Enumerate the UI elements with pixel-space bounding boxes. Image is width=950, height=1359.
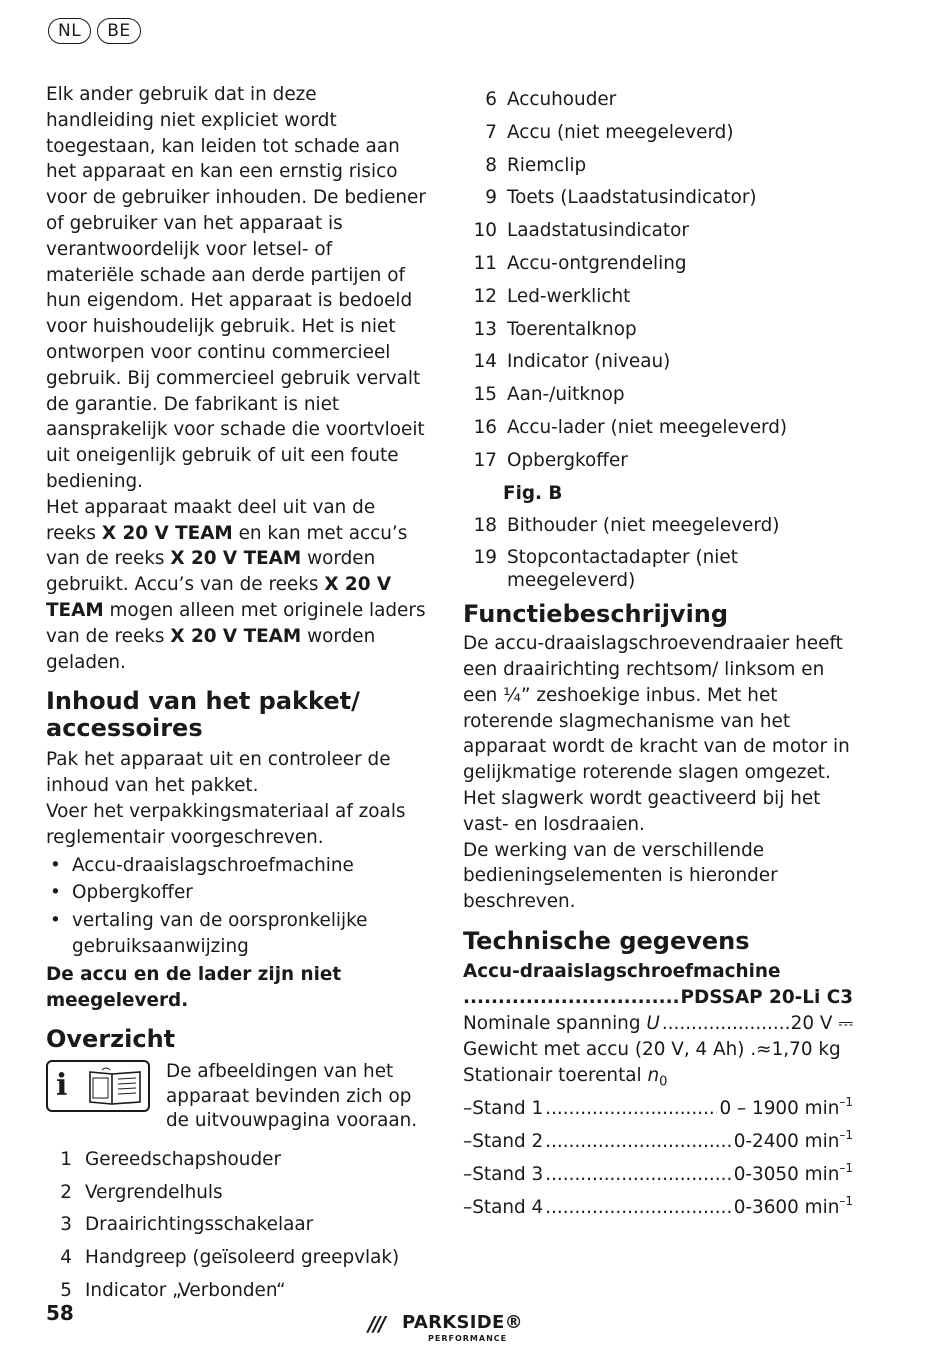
language-badge-be: BE [97, 18, 140, 44]
intro-paragraph: Elk ander gebruik dat in deze handleiding niet expliciet wordt toegestaan, kan leiden tot schade aan het apparaat en kan een ernstig risico voor de gebruiker inhouden. De bediener of gebruiker van het apparaat is verantwoordelijk voor letsel- of materiële schade aan derde partijen of hun eigendom. Het apparaat is bedoeld voor huishoudelijk gebruik. Het is niet ontworpen voor continu commercieel gebruik. Bij commercieel gebruik vervalt de garantie. De fabrikant is niet aansprakelijk voor schade die voortvloeit uit oneigenlijk gebruik of uit een foute bediening. [46, 84, 426, 492]
package-heading: Inhoud van het pakket/ accessoires [46, 687, 360, 743]
function-paragraph-2: De werking van de verschillende bedieningselementen is hieronder beschreven. [463, 839, 778, 913]
page-number: 58 [46, 1301, 74, 1325]
not-included-note: De accu en de lader zijn niet meegeleverd. [46, 963, 342, 1011]
product-name: Accu-draaislagschroefmachine [463, 960, 781, 982]
series-paragraph: Het apparaat maakt deel uit van de reeks X 20 V TEAM en kan met accu’s van de reeks X 20 V TEAM worden gebruikt. Accu’s van de reeks X 20 V TEAM mogen alleen met originele laders van de reeks X 20 V TEAM worden geladen. [46, 496, 426, 673]
model-row [463, 985, 853, 1011]
list-item: 10 Laadstatusindicator [473, 220, 689, 242]
list-item: • vertaling van de oorspronkelijke gebruiksaanwijzing [46, 908, 426, 960]
list-item: 17 Opbergkoffer [473, 449, 628, 471]
package-paragraph-2: Voer het verpakkingsmateriaal af zoals reglementair voorgeschreven. [46, 800, 406, 848]
info-manual-icon: i [46, 1060, 150, 1112]
stand-1-row: –Stand 1 ..... 0 – 1900 $\min^{-1}$ [463, 1096, 853, 1122]
list-item: 15 Aan-/uitknop [473, 384, 625, 406]
parts-list-fig-b [463, 514, 853, 593]
list-item: 14 Indicator (niveau) [473, 351, 671, 373]
left-column [46, 82, 426, 1312]
voltage-row: Nominale spanning U ..... 20 V ⎓ [463, 1011, 853, 1037]
info-text: De afbeeldingen van het apparaat bevinden zich op de uitvouwpagina vooraan. [166, 1061, 418, 1132]
list-item: 13 Toerentalknop [473, 318, 637, 340]
parkside-logo [368, 1312, 528, 1346]
list-item: 9 Toets (Laadstatusindicator) [485, 187, 757, 209]
overview-parts-list [46, 1148, 426, 1303]
logo-bars-icon: /// [368, 1312, 384, 1336]
list-item: 18 Bithouder (niet meegeleverd) [473, 514, 780, 536]
tech-specs [463, 959, 853, 1221]
function-paragraph-1: De accu-draaislagschroevendraaier heeft een draairichting rechtsom/ linksom en een ¼” zeshoekige inbus. Met het roterende slagmechanisme van het apparaat wordt de kracht van de motor in gelijkmatige roterende slagen omgezet. Het slagwerk wordt geactiveerd bij het vast- en losdraaien. [463, 633, 850, 835]
list-item: 4 Handgreep (geïsoleerd greepvlak) [60, 1247, 400, 1269]
parts-list [463, 88, 853, 473]
logo-name: PARKSIDE® [402, 1312, 523, 1333]
stand-3-row: –Stand 3 ..... 0-3050 $\min^{-1}$ [463, 1162, 853, 1188]
list-item: 16 Accu-lader (niet meegeleverd) [473, 416, 788, 438]
list-item: 11 Accu-ontgrendeling [473, 252, 687, 274]
package-paragraph-1: Pak het apparaat uit en controleer de inhoud van het pakket. [46, 749, 391, 797]
stand-4-row: –Stand 4 ..... 0-3600 $\min^{-1}$ [463, 1195, 853, 1221]
list-item: 12 Led-werklicht [473, 285, 631, 307]
language-badge-nl: NL [48, 18, 91, 44]
list-item: 1 Gereedschapshouder [60, 1148, 282, 1170]
list-item: 2 Vergrendelhuls [60, 1181, 223, 1203]
list-item: 6 Accuhouder [485, 89, 617, 110]
list-item: 5 Indicator „Verbonden“ [60, 1279, 286, 1301]
list-item: 3 Draairichtingsschakelaar [60, 1214, 314, 1236]
package-contents-list [46, 853, 426, 960]
model-number: PDSSAP 20-Li C3 [680, 986, 853, 1008]
stand-2-row: –Stand 2 ..... 0-2400 $\min^{-1}$ [463, 1129, 853, 1155]
list-item: 19 Stopcontactadapter (niet meegeleverd) [473, 547, 738, 592]
right-column [463, 88, 853, 1221]
language-badges [48, 18, 141, 44]
list-item: 8 Riemclip [485, 154, 587, 176]
info-row [46, 1060, 426, 1134]
list-item: 7 Accu (niet meegeleverd) [485, 121, 734, 143]
function-heading: Functiebeschrijving [463, 600, 729, 629]
logo-subtitle: PERFORMANCE [428, 1334, 508, 1343]
weight-row: Gewicht met accu (20 V, 4 Ah) . ≈1,70 kg [463, 1038, 841, 1060]
list-item: • Accu-draaislagschroefmachine [46, 853, 426, 879]
overview-heading: Overzicht [46, 1025, 176, 1054]
list-item: • Opbergkoffer [46, 880, 426, 906]
fig-b-label: Fig. B [503, 482, 563, 504]
tech-heading: Technische gegevens [463, 926, 750, 955]
speed-row: Stationair toerental $n_0$ [463, 1064, 668, 1090]
